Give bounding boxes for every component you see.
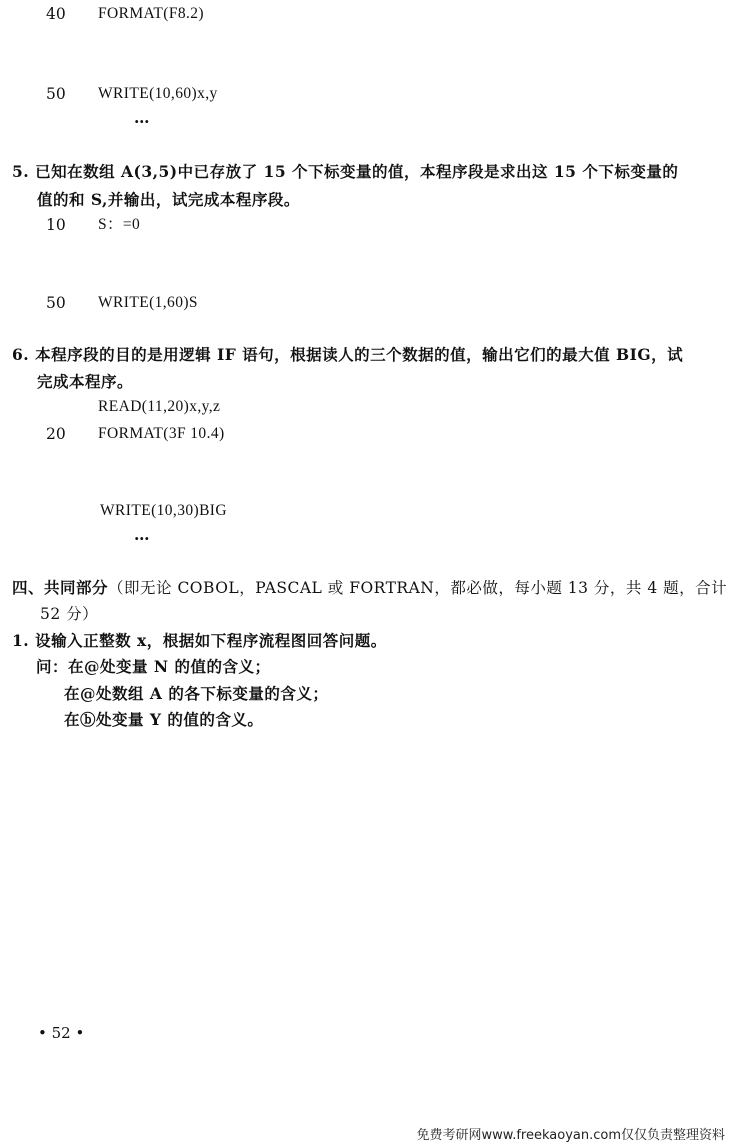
- question-1-sub-2: 在@处数组 A 的各下标变量的含义；: [64, 684, 329, 703]
- question-6-line-2: 完成本程序。: [37, 372, 134, 391]
- section-4-heading: [12, 578, 727, 598]
- ellipsis: …: [134, 108, 151, 127]
- ellipsis: …: [134, 525, 151, 544]
- line-number: 10: [46, 216, 66, 234]
- code-line: WRITE(10,30)BIG: [100, 502, 227, 519]
- line-number: 50: [46, 294, 66, 312]
- section-4-title: 四、共同部分: [12, 578, 109, 597]
- question-1-sub-1: 问：在@处变量 N 的值的含义；: [36, 657, 271, 676]
- line-number: 40: [46, 5, 66, 23]
- question-6-line-1: 6. 本程序段的目的是用逻辑 IF 语句，根据读人的三个数据的值，输出它们的最大值 BIG，试: [12, 345, 684, 364]
- section-4-instructions: （即无论 COBOL，PASCAL 或 FORTRAN，都必做，每小题 13 分，共 4 题，合计: [108, 579, 728, 597]
- code-line: S：=0: [98, 216, 141, 233]
- code-line: WRITE(10,60)x,y: [98, 85, 218, 102]
- footer-watermark: 免费考研网www.freekaoyan.com仅仅负责整理资料: [416, 1128, 725, 1143]
- page-number: • 52 •: [38, 1024, 85, 1042]
- code-line: READ(11,20)x,y,z: [98, 398, 221, 415]
- code-line: WRITE(1,60)S: [98, 294, 198, 311]
- section-4-heading-line-2: 52 分）: [40, 605, 99, 623]
- code-line: FORMAT(3F 10.4): [98, 425, 225, 442]
- line-number: 50: [46, 85, 66, 103]
- code-line: FORMAT(F8.2): [98, 5, 204, 22]
- question-1-prompt: 1. 设输入正整数 x，根据如下程序流程图回答问题。: [12, 631, 387, 650]
- question-5-line-2: 值的和 S,并输出，试完成本程序段。: [37, 190, 300, 209]
- line-number: 20: [46, 425, 66, 443]
- question-1-sub-3: 在ⓑ处变量 Y 的值的含义。: [64, 710, 264, 729]
- question-5-line-1: 5. 已知在数组 A(3,5)中已存放了 15 个下标变量的值，本程序段是求出这 15 个下标变量的: [12, 162, 679, 181]
